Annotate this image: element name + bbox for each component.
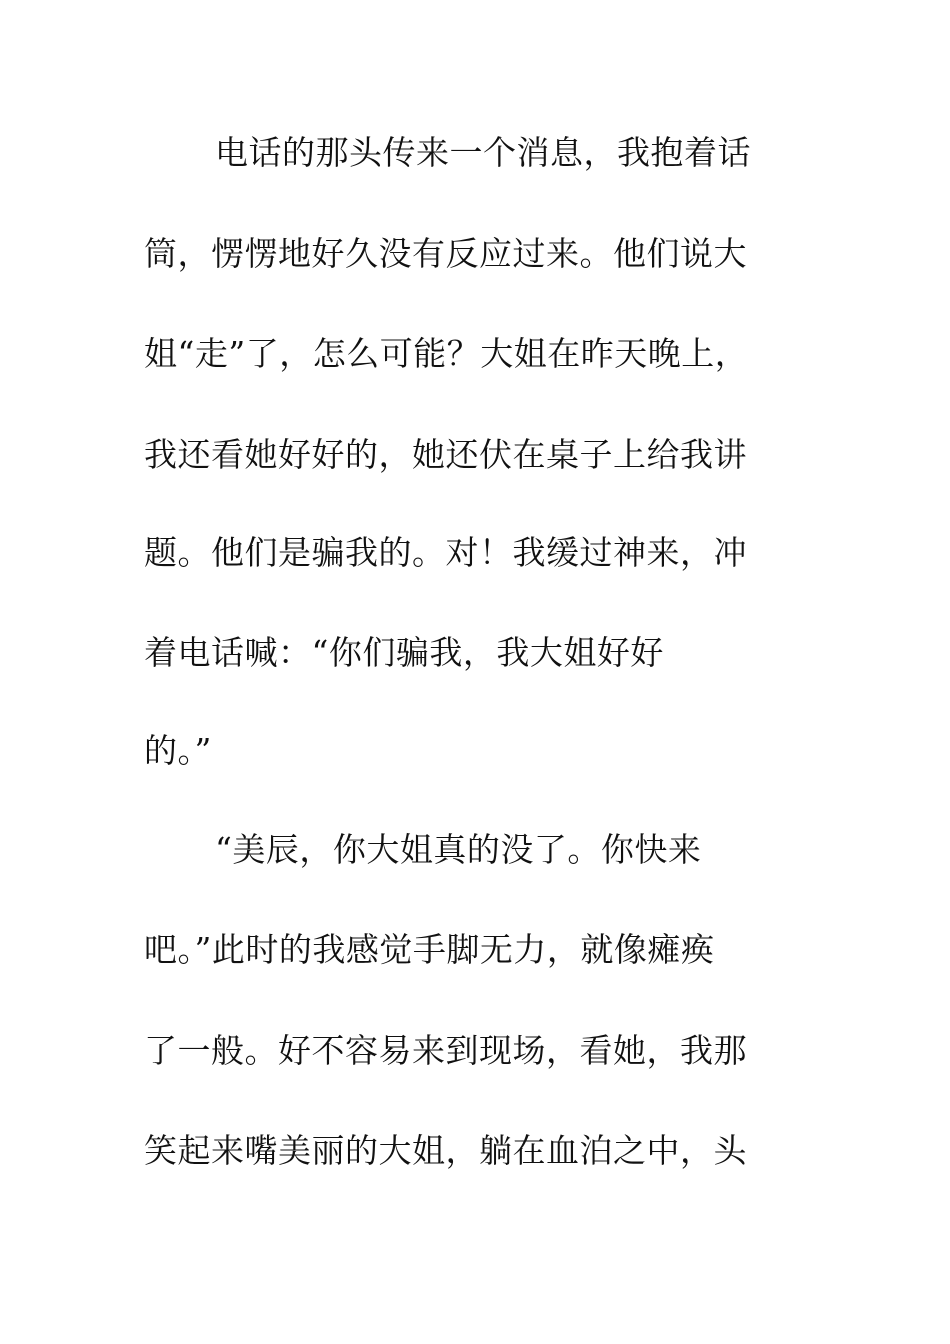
paragraph-1-line-7: 的。” <box>144 731 212 770</box>
paragraph-2-line-4: 笑起来嘴美丽的大姐，躺在血泊之中，头 <box>144 1131 747 1170</box>
paragraph-1-line-5: 题。他们是骗我的。对！我缓过神来，冲 <box>144 533 747 572</box>
paragraph-2-line-3: 了一般。好不容易来到现场，看她，我那 <box>144 1031 747 1070</box>
paragraph-1-line-4: 我还看她好好的，她还伏在桌子上给我讲 <box>144 435 747 474</box>
paragraph-1-line-1: 电话的那头传来一个消息，我抱着话 <box>215 133 751 172</box>
paragraph-1-line-2: 筒，愣愣地好久没有反应过来。他们说大 <box>144 234 747 273</box>
paragraph-2-line-2: 吧。”此时的我感觉手脚无力，就像瘫痪 <box>144 930 715 969</box>
paragraph-2-line-1: “美辰，你大姐真的没了。你快来 <box>215 830 702 869</box>
paragraph-1-line-3: 姐“走”了，怎么可能？大姐在昨天晚上， <box>144 334 749 373</box>
paragraph-1-line-6: 着电话喊：“你们骗我，我大姐好好 <box>144 633 664 672</box>
